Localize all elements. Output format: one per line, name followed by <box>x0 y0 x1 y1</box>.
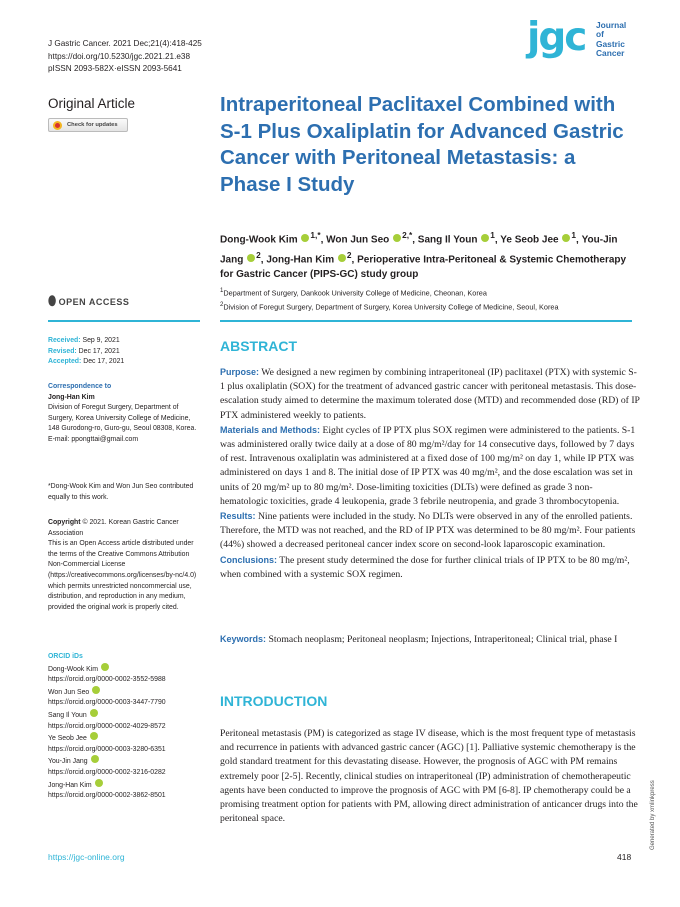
divider <box>48 320 200 322</box>
copyright-rest: © 2021. Korean Gastric Cancer Association <box>48 519 179 537</box>
orcid-heading: ORCID iDs <box>48 653 83 660</box>
orcid-entry <box>48 755 200 768</box>
orcid-entry <box>48 709 200 722</box>
author-name: , Won Jun Seo <box>320 234 390 246</box>
author-sup: 1,* <box>310 230 321 240</box>
orcid-icon[interactable] <box>90 709 98 717</box>
logo-line: Gastric <box>596 38 625 49</box>
purpose-text: We designed a new regimen by combining intraperitoneal (IP) paclitaxel (PTX) with systemic S-1 plus oxaliplatin (SOX) for the treatment of advanced gastric cancer with peritoneal metastasis. This dose-escalation study aimed to determine the maximum tolerated dose (MTD) and recommended dose (RD) of IP PTX administered weekly to patients. <box>220 367 640 421</box>
logo-abbr: jgc <box>527 15 586 60</box>
received-label: Received: <box>48 337 81 344</box>
purpose-label: Purpose: <box>220 367 260 377</box>
open-lock-icon: ⬮ <box>48 293 57 308</box>
introduction-heading: INTRODUCTION <box>220 693 328 709</box>
license-text: This is an Open Access article distributed under the terms of the Creative Commons Attribution Non-Commercial License (https://creativecommons.org/licenses/by-nc/4.0) which permits unrestricted noncommercial use, distribution, and reproduction in any medium, provided the original work is properly cited. <box>48 540 197 611</box>
journal-meta <box>48 38 202 76</box>
author-name: Dong-Wook Kim <box>220 234 298 246</box>
affiliations <box>220 285 640 313</box>
orcid-entry <box>48 779 200 792</box>
abstract-body <box>220 365 640 582</box>
divider <box>220 320 632 322</box>
received-value: Sep 9, 2021 <box>82 337 120 344</box>
logo-line: of <box>596 29 604 40</box>
copyright-line <box>48 518 200 539</box>
orcid-icon[interactable] <box>247 254 255 262</box>
footer-url[interactable]: https://jgc-online.org <box>48 852 125 862</box>
accepted-date <box>48 357 200 368</box>
conclusions-label: Conclusions: <box>220 554 278 565</box>
orcid-name: Dong-Wook Kim <box>48 665 99 673</box>
check-updates-label: Check for updates <box>67 122 118 128</box>
page-number: 418 <box>617 852 632 862</box>
article-type: Original Article <box>48 96 136 111</box>
copyright-block <box>48 518 200 613</box>
history-dates <box>48 336 200 368</box>
author-sup: 2,* <box>402 230 413 240</box>
accepted-label: Accepted: <box>48 358 82 366</box>
author-sup: 2 <box>346 249 352 260</box>
orcid-link[interactable]: https://orcid.org/0000-0003-3447-7790 <box>48 699 166 707</box>
affiliation-sup: 2 <box>220 300 224 308</box>
orcid-icon[interactable] <box>393 234 401 242</box>
issn-line: pISSN 2093-582X·eISSN 2093-5641 <box>48 64 182 73</box>
article-title: Intraperitoneal Paclitaxel Combined with S-1 Plus Oxaliplatin for Advanced Gastric Cancer with Peritoneal Metastasis: a Phase I Study <box>220 93 624 196</box>
open-access-badge <box>48 293 129 309</box>
orcid-name: Won Jun Seo <box>48 688 90 696</box>
logo-line: Cancer <box>596 47 625 58</box>
abstract-heading: ABSTRACT <box>220 338 297 354</box>
keywords-text: Stomach neoplasm; Peritoneal neoplasm; Injections, Intraperitoneal; Clinical trial, phase I <box>266 634 618 645</box>
revised-date <box>48 347 200 358</box>
orcid-link[interactable]: https://orcid.org/0000-0002-3862-8501 <box>48 792 166 800</box>
copyright-lead: Copyright <box>48 519 81 526</box>
orcid-icon[interactable] <box>481 234 489 242</box>
orcid-icon[interactable] <box>101 663 109 671</box>
correspondence <box>48 382 200 446</box>
orcid-icon[interactable] <box>90 732 98 740</box>
orcid-name: Jong-Han Kim <box>48 781 92 789</box>
abstract-results <box>220 509 640 553</box>
revised-value: Dec 17, 2021 <box>78 347 120 355</box>
orcid-icon[interactable] <box>92 686 100 694</box>
generated-by-text: Generated by xmlinkpress <box>650 780 656 850</box>
accepted-value: Dec 17, 2021 <box>83 358 125 366</box>
orcid-name: You-Jin Jang <box>48 758 88 766</box>
affiliation <box>220 299 640 313</box>
methods-text: Eight cycles of IP PTX plus SOX regimen were administered to the patients. S-1 was administered orally twice daily at a dose of 80 mg/m²/day for 14 consecutive days, followed by 7 days of rest. Intravenous oxaliplatin was administered at a fixed dose of 100 mg/m² on day 1, while IP PTX was administered on days 1 and 8. The initial dose of IP PTX was 40 mg/m², and the dose escalation was set in units of 20 mg/m² up to 80 mg/m². Dose-limiting toxicities (DLTs) were defined as grade 3 non-hematologic toxicities, grade 4 leukopenia, grade 3 febrile neutropenia, and grade 3 thrombocytopenia. <box>220 424 636 507</box>
abstract-methods <box>220 423 640 509</box>
correspondence-email[interactable]: E-mail: ppongttai@gmail.com <box>48 435 139 443</box>
orcid-entry <box>48 663 200 676</box>
received-date <box>48 336 200 347</box>
author-name: , You-Jin Jang <box>220 234 618 266</box>
check-updates-button[interactable] <box>48 118 128 132</box>
author-name: , Ye Seob Jee <box>494 234 559 246</box>
open-access-label: OPEN ACCESS <box>58 297 130 307</box>
abstract-conclusions <box>220 553 640 582</box>
correspondence-address: Division of Foregut Surgery, Department of Surgery, Korea University College of Medicine, 148 Gurodong-ro, Guro-gu, Seoul 08308, Korea. <box>48 404 197 433</box>
check-updates-icon <box>53 121 62 130</box>
introduction-text: Peritoneal metastasis (PM) is categorized as stage IV disease, which is the most frequent type of metastasis and recurrence in patients with advanced gastric cancer (AGC) [1]. Palliative systemic chemotherapy is the gold standard treatment for this devastating disease. However, the prognosis of AGC with PM remains extremely poor [2-5]. Recently, clinical studies on intraperitoneal (IP) administration of chemotherapeutic agents have been conducted to improve the prognosis of AGC with PM [6-8]. IP chemotherapy could be a promising treatment option for patients with PM, allowing direct administration of anticancer drugs into the peritoneal space. <box>220 728 638 825</box>
affiliation <box>220 285 640 299</box>
correspondence-heading: Correspondence to <box>48 383 112 390</box>
conclusions-text: The present study determined the dose for further clinical trials of IP PTX to be 80 mg/m², when combined with a systemic SOX regimen. <box>220 554 630 580</box>
keywords <box>220 632 640 647</box>
doi-link[interactable]: https://doi.org/10.5230/jgc.2021.21.e38 <box>48 51 191 61</box>
orcid-link[interactable]: https://orcid.org/0000-0002-3552-5988 <box>48 676 166 684</box>
orcid-icon[interactable] <box>338 254 346 262</box>
author-list <box>220 228 640 283</box>
results-text: Nine patients were included in the study. No DLTs were observed in any of the enrolled patients. Therefore, the MTD was not reached, and the RD of IP PTX was determined to be 80 mg/m². Four patients (44%) showed a decreased peritoneal cancer index score on second-look laparoscopic examination. <box>220 511 636 551</box>
logo-wordmark <box>596 21 656 58</box>
author-sup: 1 <box>571 230 577 240</box>
generated-by-mark <box>650 760 664 860</box>
orcid-name: Sang Il Youn <box>48 711 87 719</box>
orcid-link[interactable]: https://orcid.org/0000-0002-4029-8572 <box>48 722 166 730</box>
author-name: , Sang Il Youn <box>412 234 478 246</box>
orcid-link[interactable]: https://orcid.org/0000-0002-3216-0282 <box>48 768 166 776</box>
revised-label: Revised: <box>48 347 77 355</box>
results-label: Results: <box>220 511 256 522</box>
author-sup: 2 <box>256 249 261 260</box>
author-name: , Jong-Han Kim <box>260 254 335 266</box>
correspondence-name: Jong-Han Kim <box>48 393 95 401</box>
orcid-icon[interactable] <box>301 234 309 242</box>
orcid-icon[interactable] <box>95 779 103 787</box>
affiliation-text: Department of Surgery, Dankook University College of Medicine, Cheonan, Korea <box>223 288 487 298</box>
orcid-icon[interactable] <box>91 755 99 763</box>
orcid-entry <box>48 732 200 745</box>
equal-contribution-note: *Dong-Wook Kim and Won Jun Seo contributed equally to this work. <box>48 483 194 501</box>
author-sup: 1 <box>490 230 495 240</box>
methods-label: Materials and Methods: <box>220 424 321 435</box>
orcid-name: Ye Seob Jee <box>48 735 87 743</box>
orcid-list <box>48 652 200 802</box>
abstract-purpose <box>220 365 640 423</box>
study-group: , Perioperative Intra-Peritoneal & Systemic Chemotherapy for Gastric Cancer (PIPS-GC) study group <box>220 254 627 281</box>
affiliation-text: Division of Foregut Surgery, Department of Surgery, Korea University College of Medicine, Seoul, Korea <box>223 302 559 312</box>
orcid-entry <box>48 686 200 699</box>
orcid-link[interactable]: https://orcid.org/0000-0003-3280-6351 <box>48 745 166 753</box>
logo-line: Journal <box>596 20 627 30</box>
affiliation-sup: 1 <box>220 287 224 294</box>
citation-line: J Gastric Cancer. 2021 Dec;21(4):418-425 <box>48 39 202 48</box>
keywords-label: Keywords: <box>220 634 267 644</box>
orcid-icon[interactable] <box>562 234 570 242</box>
